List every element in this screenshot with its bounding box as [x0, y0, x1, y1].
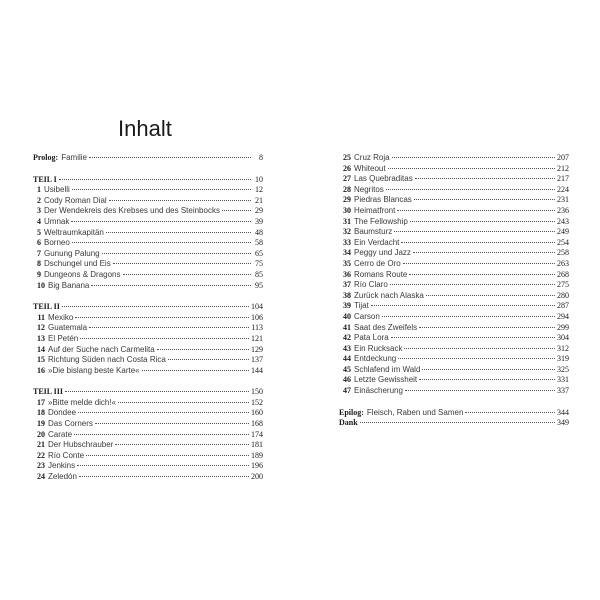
chapter-number: 19 — [37, 419, 45, 429]
chapter-title: Carson — [354, 311, 380, 321]
chapter-number: 47 — [343, 386, 351, 396]
chapter-title: Jenkins — [48, 461, 76, 471]
dot-leader — [113, 263, 251, 264]
dot-leader — [392, 157, 555, 158]
toc-chapter-entry — [33, 185, 263, 196]
toc-chapter-entry — [33, 398, 263, 409]
chapter-number: 21 — [37, 440, 45, 450]
toc-section-entry — [339, 408, 569, 419]
page-number: 243 — [557, 216, 569, 226]
page-number: 95 — [255, 280, 263, 290]
toc-chapter-entry — [33, 313, 263, 324]
chapter-title: Der Hubschrauber — [48, 440, 114, 450]
page-number: 249 — [557, 227, 569, 237]
chapter-number: 10 — [37, 280, 45, 290]
page-number: 150 — [251, 387, 263, 397]
dot-leader — [168, 359, 249, 360]
toc-chapter-entry — [339, 195, 569, 206]
dot-leader — [426, 295, 555, 296]
dot-leader — [77, 465, 249, 466]
chapter-number: 7 — [37, 248, 41, 258]
toc-chapter-entry — [33, 281, 263, 292]
toc-chapter-entry — [339, 354, 569, 365]
page-number: 258 — [557, 248, 569, 258]
chapter-number: 37 — [343, 280, 351, 290]
page-number: 8 — [259, 153, 263, 162]
toc-chapter-entry — [33, 451, 263, 462]
toc-chapter-entry — [33, 259, 263, 270]
page-number: 144 — [251, 365, 263, 375]
toc-chapter-entry — [339, 153, 569, 164]
chapter-title: Familie — [61, 153, 87, 162]
page-number: 137 — [251, 355, 263, 365]
chapter-title: Río Claro — [354, 280, 388, 290]
chapter-number: 43 — [343, 343, 351, 353]
dot-leader — [157, 349, 249, 350]
chapter-number: 35 — [343, 258, 351, 268]
toc-chapter-entry — [339, 291, 569, 302]
toc-part-entry — [33, 387, 263, 398]
chapter-title: Das Corners — [48, 419, 93, 429]
chapter-number: 11 — [37, 312, 45, 322]
page-number: 207 — [557, 153, 569, 162]
page-number: 200 — [251, 472, 263, 482]
page-number: 196 — [251, 461, 263, 471]
chapter-title: Tijat — [354, 301, 369, 311]
dot-leader — [72, 189, 251, 190]
toc-chapter-entry — [33, 472, 263, 483]
dot-leader — [91, 285, 251, 286]
page-number: 325 — [557, 364, 569, 374]
part-title: TEIL II — [33, 302, 60, 312]
page-number: 121 — [251, 333, 263, 343]
toc-chapter-entry — [33, 334, 263, 345]
page-number: 299 — [557, 322, 569, 332]
toc-chapter-entry — [339, 280, 569, 291]
toc-chapter-entry — [339, 375, 569, 386]
toc-chapter-entry — [339, 164, 569, 175]
chapter-title: Baumsturz — [354, 227, 393, 237]
page-number: 337 — [557, 386, 569, 396]
toc-chapter-entry — [339, 365, 569, 376]
chapter-title: Dschungel und Eis — [44, 259, 111, 269]
dot-leader — [401, 242, 555, 243]
page-number: 263 — [557, 258, 569, 268]
dot-leader — [118, 402, 249, 403]
chapter-number: 14 — [37, 344, 45, 354]
page-number: 224 — [557, 184, 569, 194]
section-heading: Epilog: — [339, 407, 364, 417]
page-number: 75 — [255, 259, 263, 269]
toc-chapter-entry — [33, 461, 263, 472]
toc-chapter-entry — [339, 312, 569, 323]
page-number: 113 — [251, 323, 263, 333]
chapter-title: El Petén — [48, 333, 79, 343]
toc-chapter-entry — [33, 408, 263, 419]
dot-leader — [413, 252, 555, 253]
page-number: 12 — [255, 185, 263, 195]
toc-chapter-entry — [339, 174, 569, 185]
page-number: 319 — [557, 354, 569, 364]
dot-leader — [415, 178, 555, 179]
dot-leader — [106, 232, 251, 233]
page-number: 160 — [251, 408, 263, 418]
toc-left-column — [33, 153, 263, 483]
chapter-number: 4 — [37, 216, 41, 226]
chapter-title: Las Quebraditas — [354, 174, 413, 184]
toc-chapter-entry — [339, 217, 569, 228]
chapter-title: Fleisch, Raben und Samen — [366, 407, 464, 417]
dot-leader — [109, 200, 251, 201]
chapter-number: 17 — [37, 397, 45, 407]
page-number: 294 — [557, 311, 569, 321]
dot-leader — [65, 391, 249, 392]
chapter-number: 38 — [343, 290, 351, 300]
part-title: TEIL I — [33, 174, 57, 184]
dot-leader — [419, 379, 555, 380]
page-number: 104 — [251, 302, 263, 312]
dot-leader — [89, 157, 251, 158]
toc-chapter-entry — [339, 206, 569, 217]
chapter-title: Peggy und Jazz — [354, 248, 411, 258]
part-title: TEIL III — [33, 387, 64, 397]
page-number: 344 — [557, 407, 569, 417]
chapter-title: Saat des Zweifels — [354, 322, 418, 332]
chapter-title: »Bitte melde dich!« — [48, 397, 117, 407]
toc-chapter-entry — [339, 185, 569, 196]
dot-leader — [398, 358, 555, 359]
page-number: 304 — [557, 333, 569, 343]
chapter-title: Weltraumkapitän — [44, 227, 104, 237]
dot-leader — [95, 423, 249, 424]
dot-leader — [102, 253, 251, 254]
page-number: 217 — [557, 174, 569, 184]
toc-chapter-entry — [339, 227, 569, 238]
chapter-title: Cody Roman Dial — [44, 195, 107, 205]
dot-leader — [404, 348, 555, 349]
chapter-title: Whiteout — [354, 163, 386, 173]
chapter-title: Cruz Roja — [354, 153, 390, 162]
page-number: 189 — [251, 450, 263, 460]
toc-chapter-entry — [33, 249, 263, 260]
page-number: 85 — [255, 269, 263, 279]
toc-chapter-entry — [33, 355, 263, 366]
toc-chapter-entry — [33, 345, 263, 356]
chapter-title: Cerro de Oro — [354, 258, 401, 268]
dot-leader — [391, 337, 555, 338]
dot-leader — [419, 327, 555, 328]
chapter-title: Ein Rucksack — [354, 343, 403, 353]
chapter-number: 32 — [343, 227, 351, 237]
chapter-title: The Fellowship — [354, 216, 408, 226]
chapter-number: 16 — [37, 365, 45, 375]
dot-leader — [59, 179, 251, 180]
page-number: 39 — [255, 216, 263, 226]
chapter-title: Río Conte — [48, 450, 85, 460]
dot-leader — [72, 242, 251, 243]
chapter-number: 1 — [37, 185, 41, 195]
chapter-number: 20 — [37, 429, 45, 439]
chapter-title: Romans Route — [354, 269, 408, 279]
dot-leader — [75, 317, 249, 318]
dot-leader — [80, 338, 249, 339]
chapter-title: Entdeckung — [354, 354, 397, 364]
chapter-title: Umnak — [44, 216, 70, 226]
chapter-number: 2 — [37, 195, 41, 205]
chapter-number: 42 — [343, 333, 351, 343]
chapter-title: Auf der Suche nach Carmelita — [48, 344, 155, 354]
chapter-number: 29 — [343, 195, 351, 205]
chapter-number: 3 — [37, 206, 41, 216]
page-number: 275 — [557, 280, 569, 290]
dot-leader — [394, 231, 555, 232]
chapter-number: 36 — [343, 269, 351, 279]
chapter-number: 30 — [343, 205, 351, 215]
toc-chapter-entry — [33, 430, 263, 441]
chapter-number: 26 — [343, 163, 351, 173]
chapter-title: Heimatfront — [354, 205, 396, 215]
chapter-number: 28 — [343, 184, 351, 194]
page-number: 212 — [557, 163, 569, 173]
chapter-number: 22 — [37, 450, 45, 460]
chapter-title: Dungeons & Dragons — [44, 269, 121, 279]
dot-leader — [71, 221, 251, 222]
page-number: 65 — [255, 248, 263, 258]
toc-section-entry — [33, 153, 263, 164]
page-number: 106 — [251, 312, 263, 322]
dot-leader — [403, 263, 555, 264]
chapter-number: 33 — [343, 237, 351, 247]
page-number: 287 — [557, 301, 569, 311]
toc-part-entry — [339, 418, 569, 429]
chapter-title: Mexiko — [48, 312, 74, 322]
page-number: 280 — [557, 290, 569, 300]
toc-chapter-entry — [33, 419, 263, 430]
page-number: 231 — [557, 195, 569, 205]
page-title: Inhalt — [118, 116, 172, 141]
toc-chapter-entry — [339, 301, 569, 312]
dot-leader — [360, 422, 555, 423]
page-number: 312 — [557, 343, 569, 353]
page-number: 331 — [557, 375, 569, 385]
dot-leader — [410, 221, 555, 222]
chapter-number: 13 — [37, 333, 45, 343]
dot-leader — [89, 327, 249, 328]
dot-leader — [409, 274, 555, 275]
chapter-title: Carate — [48, 429, 73, 439]
chapter-title: Piedras Blancas — [354, 195, 412, 205]
chapter-number: 5 — [37, 227, 41, 237]
page-number: 48 — [255, 227, 263, 237]
chapter-title: Guatemala — [48, 323, 88, 333]
page-number: 174 — [251, 429, 263, 439]
dot-leader — [382, 316, 555, 317]
chapter-number: 15 — [37, 355, 45, 365]
chapter-title: Usibelli — [44, 185, 70, 195]
toc-chapter-entry — [33, 366, 263, 377]
chapter-number: 40 — [343, 311, 351, 321]
chapter-title: Ein Verdacht — [354, 237, 400, 247]
page-number: 58 — [255, 238, 263, 248]
dot-leader — [405, 390, 555, 391]
chapter-number: 39 — [343, 301, 351, 311]
toc-chapter-entry — [33, 238, 263, 249]
chapter-title: Borneo — [44, 238, 70, 248]
dot-leader — [222, 210, 251, 211]
chapter-title: »Die bislang beste Karte« — [48, 365, 140, 375]
chapter-number: 9 — [37, 269, 41, 279]
chapter-number: 46 — [343, 375, 351, 385]
chapter-title: Gunung Palung — [44, 248, 100, 258]
toc-chapter-entry — [339, 333, 569, 344]
dot-leader — [74, 434, 249, 435]
toc-chapter-entry — [339, 344, 569, 355]
dot-leader — [78, 412, 249, 413]
chapter-number: 31 — [343, 216, 351, 226]
dot-leader — [414, 199, 555, 200]
chapter-number: 45 — [343, 364, 351, 374]
dot-leader — [397, 210, 555, 211]
dot-leader — [79, 476, 249, 477]
chapter-title: Dondee — [48, 408, 77, 418]
toc-right-column — [339, 153, 569, 429]
chapter-title: Negritos — [354, 184, 384, 194]
toc-chapter-entry — [339, 259, 569, 270]
page-number: 268 — [557, 269, 569, 279]
dot-leader — [422, 369, 555, 370]
dot-leader — [465, 412, 555, 413]
page-number: 21 — [255, 195, 263, 205]
dot-leader — [390, 284, 555, 285]
chapter-title: Letzte Gewissheit — [354, 375, 418, 385]
toc-chapter-entry — [33, 206, 263, 217]
chapter-number: 12 — [37, 323, 45, 333]
dot-leader — [386, 189, 555, 190]
chapter-title: Richtung Süden nach Costa Rica — [48, 355, 166, 365]
chapter-title: Zurück nach Alaska — [354, 290, 424, 300]
chapter-number: 27 — [343, 174, 351, 184]
chapter-title: Pata Lora — [354, 333, 389, 343]
dot-leader — [123, 274, 252, 275]
dot-leader — [115, 444, 249, 445]
chapter-title: Der Wendekreis des Krebses und des Steinbocks — [44, 206, 220, 216]
chapter-number: 18 — [37, 408, 45, 418]
toc-part-entry — [33, 175, 263, 186]
page-number: 349 — [557, 418, 569, 428]
dot-leader — [371, 305, 555, 306]
toc-part-entry — [33, 302, 263, 313]
page-number: 10 — [255, 174, 263, 184]
page-number: 254 — [557, 237, 569, 247]
toc-chapter-entry — [339, 238, 569, 249]
toc-chapter-entry — [33, 270, 263, 281]
toc-chapter-entry — [33, 440, 263, 451]
page-number: 236 — [557, 205, 569, 215]
toc-chapter-entry — [33, 323, 263, 334]
chapter-number: 41 — [343, 322, 351, 332]
toc-chapter-entry — [339, 323, 569, 334]
dot-leader — [62, 306, 249, 307]
chapter-number: 23 — [37, 461, 45, 471]
section-heading: Prolog: — [33, 153, 59, 162]
chapter-number: 25 — [343, 153, 351, 162]
chapter-title: Schlafend im Wald — [354, 364, 421, 374]
page-number: 129 — [251, 344, 263, 354]
dot-leader — [142, 370, 249, 371]
toc-chapter-entry — [339, 386, 569, 397]
toc-chapter-entry — [33, 196, 263, 207]
part-title: Dank — [339, 418, 358, 428]
chapter-number: 44 — [343, 354, 351, 364]
toc-chapter-entry — [33, 217, 263, 228]
chapter-number: 6 — [37, 238, 41, 248]
toc-chapter-entry — [339, 248, 569, 259]
chapter-number: 24 — [37, 472, 45, 482]
toc-chapter-entry — [339, 270, 569, 281]
dot-leader — [86, 455, 249, 456]
dot-leader — [388, 168, 555, 169]
chapter-number: 34 — [343, 248, 351, 258]
page-number: 181 — [251, 440, 263, 450]
toc-chapter-entry — [33, 228, 263, 239]
chapter-number: 8 — [37, 259, 41, 269]
page-number: 152 — [251, 397, 263, 407]
chapter-title: Zeledón — [48, 472, 77, 482]
chapter-title: Einäscherung — [354, 386, 403, 396]
chapter-title: Big Banana — [48, 280, 90, 290]
page-number: 168 — [251, 419, 263, 429]
page-number: 29 — [255, 206, 263, 216]
